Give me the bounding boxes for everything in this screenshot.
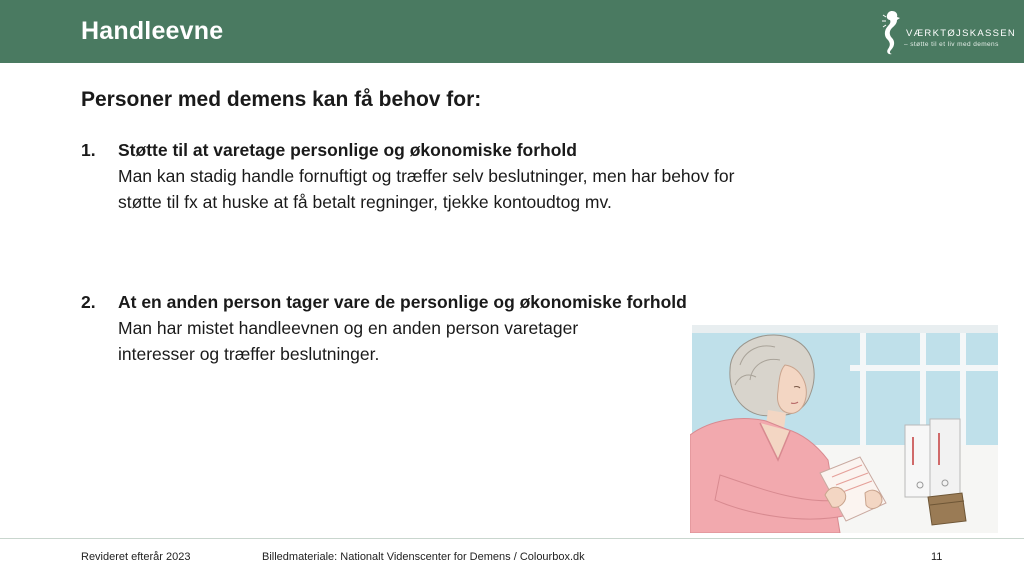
footer-divider [0,538,1024,539]
item-heading: At en anden person tager vare de personlige og økonomiske forhold [118,292,687,312]
item-heading: Støtte til at varetage personlige og økonomiske forhold [118,140,577,160]
seahorse-icon [878,8,902,56]
item-number: 1. [81,140,96,160]
page-number: 11 [931,551,943,563]
logo [878,8,1018,56]
logo-name: VÆRKTØJSKASSEN [906,28,1017,39]
item-body: Man har mistet handleevnen og en anden person varetager interesser og træffer beslutninger. [118,318,579,364]
footer-revised: Revideret efterår 2023 [81,551,191,563]
woman-reading-bill-illustration [690,325,1000,533]
header-bar [0,0,1024,63]
item-body: Man kan stadig handle fornuftigt og træffer selv beslutninger, men har behov for støtte til fx at huske at få betalt regninger, tjekke kontoudtog mv. [118,166,735,212]
page-title: Handleevne [81,17,224,45]
logo-tagline: – støtte til et liv med demens [904,41,999,48]
section-subtitle: Personer med demens kan få behov for: [81,88,482,111]
item-number: 2. [81,292,96,312]
footer-credit: Billedmateriale: Nationalt Videnscenter for Demens / Colourbox.dk [262,551,585,563]
